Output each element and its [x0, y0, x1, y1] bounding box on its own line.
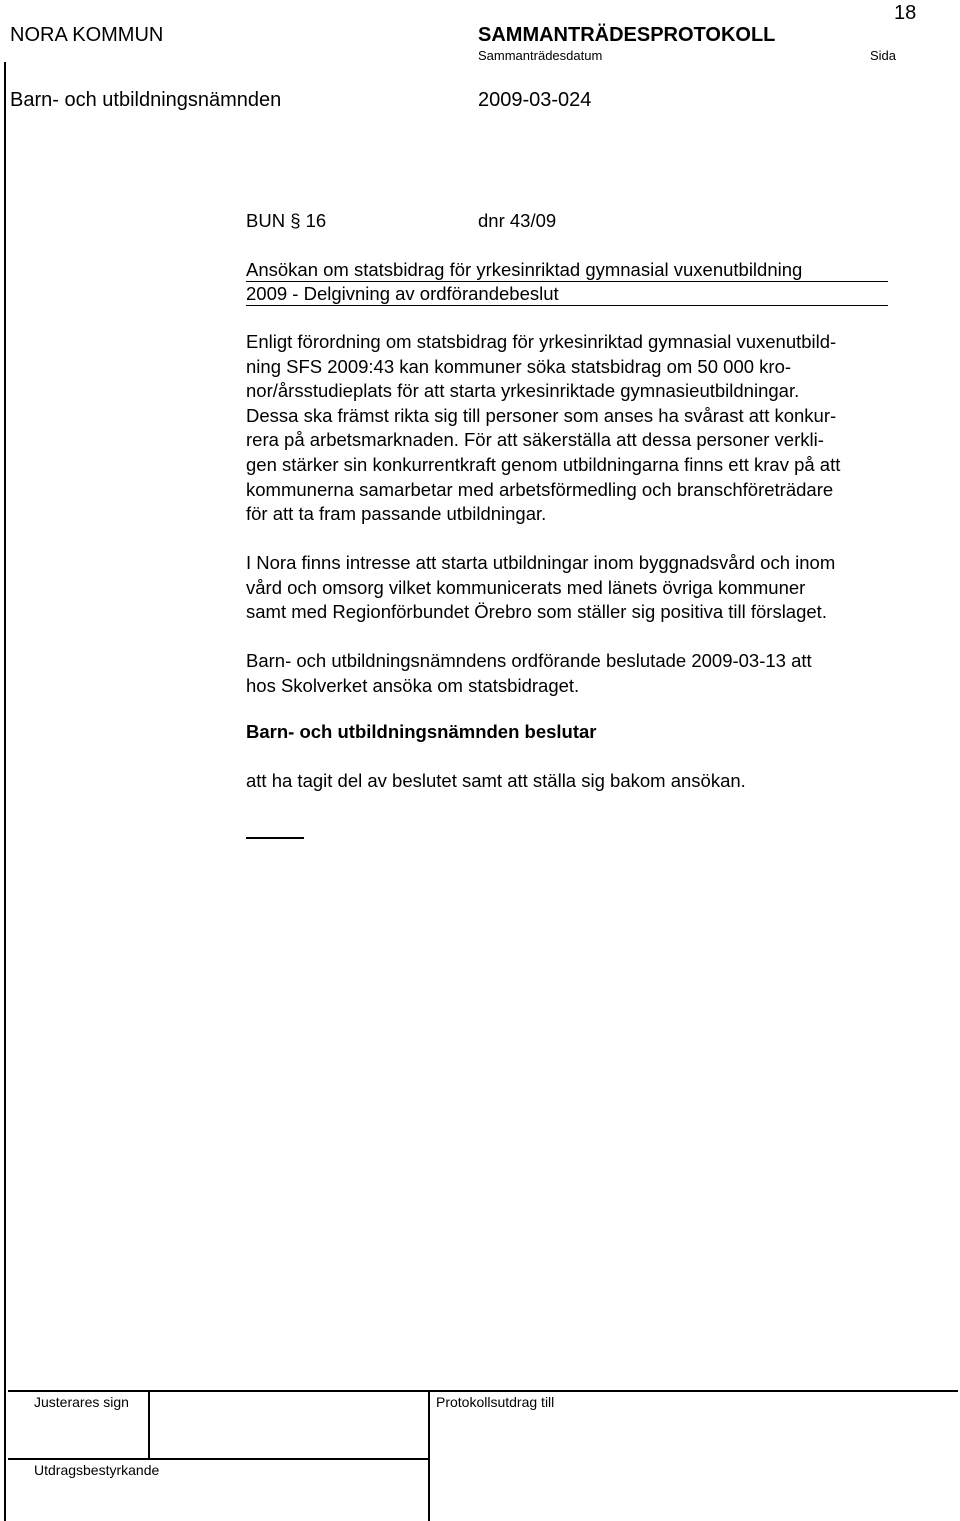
committee-name: Barn- och utbildningsnämnden	[10, 89, 282, 111]
paragraph-line: vård och omsorg vilket kommunicerats med länets övriga kommuner	[246, 576, 806, 598]
case-dnr: dnr 43/09	[478, 210, 557, 231]
paragraph-line: Enligt förordning om statsbidrag för yrkesinriktad gymnasial vuxenutbild-	[246, 331, 837, 352]
paragraph-line: hos Skolverket ansöka om statsbidraget.	[246, 674, 580, 696]
left-margin-line	[4, 62, 6, 1521]
paragraph-line: I Nora finns intresse att starta utbildningar inom byggnadsvård och inom	[246, 552, 836, 573]
section-end-rule	[246, 837, 304, 839]
document-type: SAMMANTRÄDESPROTOKOLL	[478, 24, 776, 46]
paragraph-line: gen stärker sin konkurrentkraft genom utbildningarna finns ett krav på att	[246, 453, 841, 475]
page-label: Sida	[870, 48, 897, 63]
adjuster-sign-label: Justerares sign	[34, 1394, 129, 1410]
footer-top-rule	[8, 1390, 958, 1392]
case-title-line2: 2009 - Delgivning av ordförandebeslut	[246, 282, 888, 306]
paragraph-line: Barn- och utbildningsnämndens ordförande beslutade 2009-03-13 att	[246, 650, 812, 671]
page-number: 18	[894, 2, 917, 24]
paragraph-line: för att ta fram passande utbildningar.	[246, 503, 547, 525]
decision-heading: Barn- och utbildningsnämnden beslutar	[246, 721, 597, 742]
paragraph-3	[246, 649, 936, 698]
case-title-line1: Ansökan om statsbidrag för yrkesinriktad gymnasial vuxenutbildning	[246, 258, 888, 282]
paragraph-line: rera på arbetsmarknaden. För att säkerställa att dessa personer verkli-	[246, 429, 824, 451]
footer-divider-1	[148, 1390, 150, 1459]
extract-to-label: Protokollsutdrag till	[436, 1394, 555, 1410]
footer-divider-2	[428, 1390, 430, 1521]
case-title	[246, 258, 936, 306]
meeting-date: 2009-03-024	[478, 89, 592, 111]
case-number: BUN § 16	[246, 210, 327, 231]
extract-certifier-label: Utdragsbestyrkande	[34, 1462, 160, 1478]
org-name: NORA KOMMUN	[10, 24, 164, 46]
paragraph-2	[246, 551, 936, 625]
footer-mid-rule	[8, 1458, 428, 1460]
paragraph-line: samt med Regionförbundet Örebro som ställer sig positiva till förslaget.	[246, 601, 827, 623]
meeting-date-label: Sammanträdesdatum	[478, 48, 603, 63]
paragraph-1	[246, 330, 936, 527]
paragraph-line: Dessa ska främst rikta sig till personer som anses ha svårast att konkur-	[246, 404, 837, 426]
decision-text: att ha tagit del av beslutet samt att ställa sig bakom ansökan.	[246, 770, 746, 791]
paragraph-line: nor/årsstudieplats för att starta yrkesinriktade gymnasieutbildningar.	[246, 380, 800, 402]
paragraph-line: kommunerna samarbetar med arbetsförmedling och branschföreträdare	[246, 478, 834, 500]
paragraph-line: ning SFS 2009:43 kan kommuner söka statsbidrag om 50 000 kro-	[246, 355, 792, 377]
